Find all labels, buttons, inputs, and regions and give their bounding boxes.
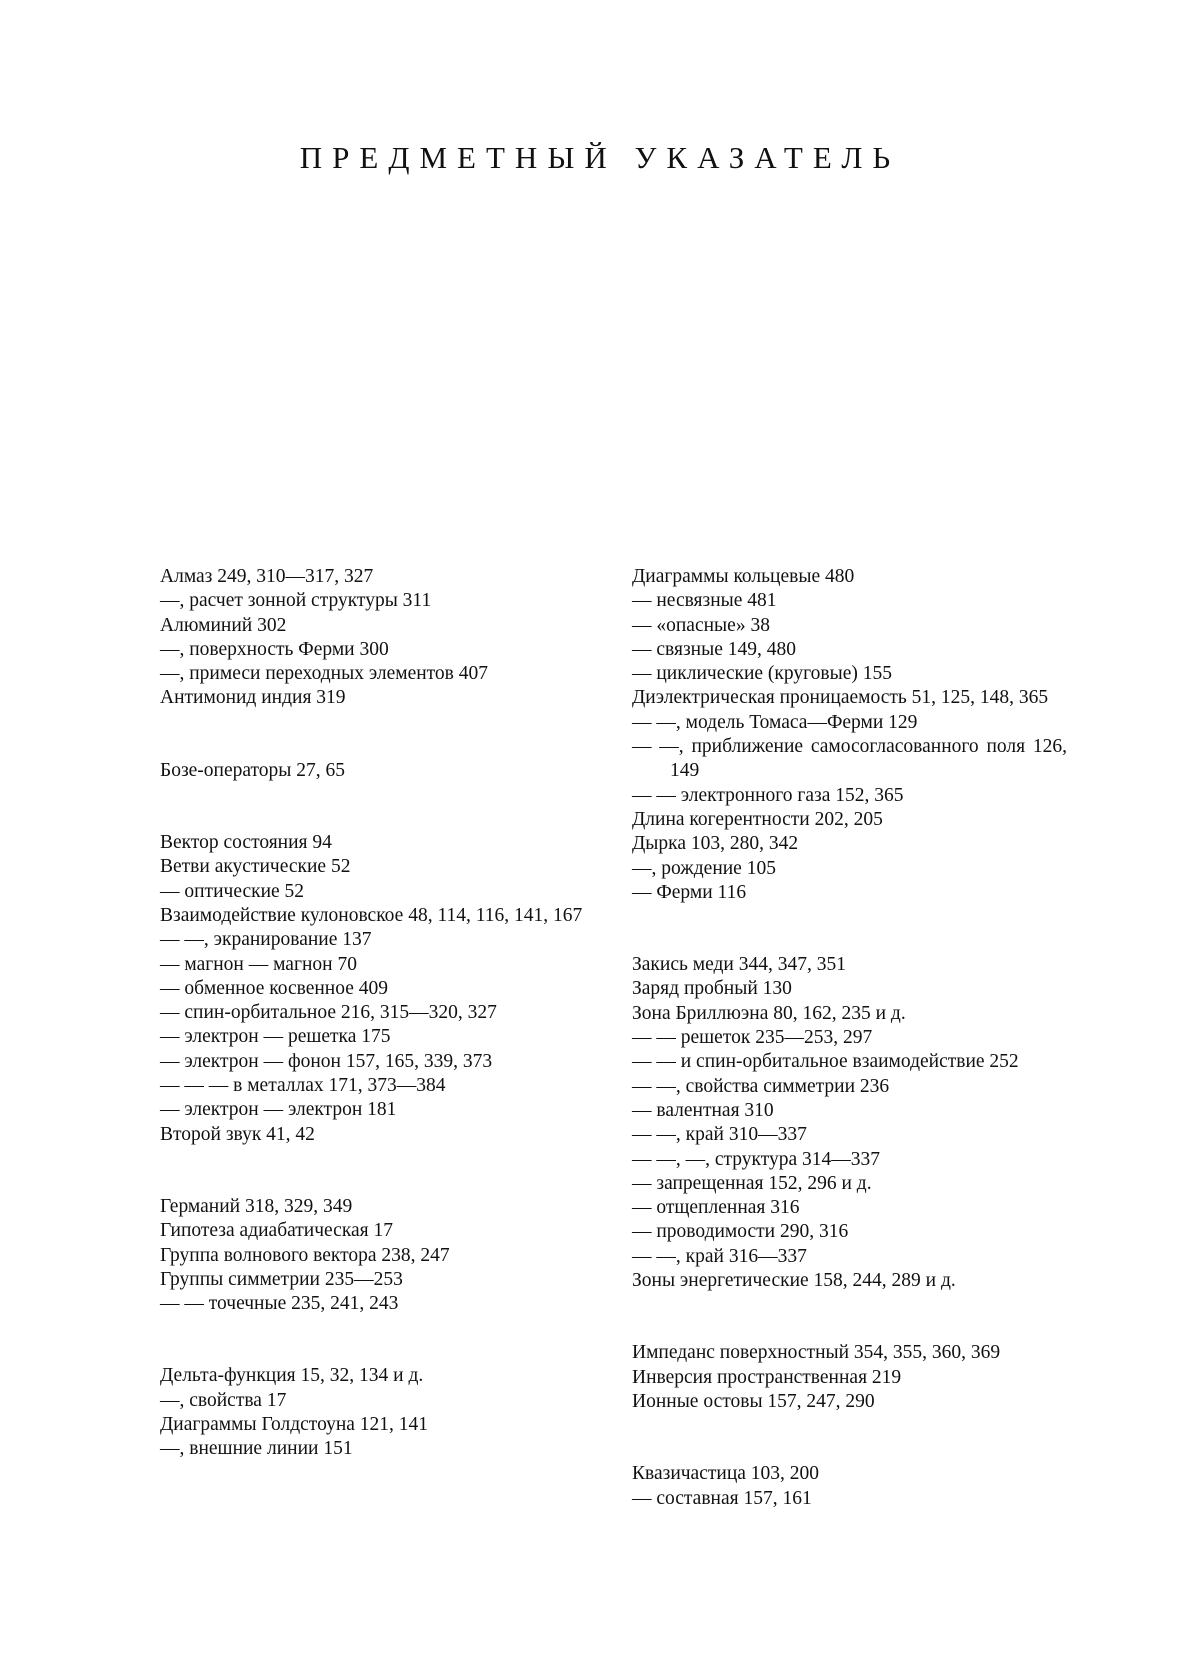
index-entry: — отщепленная 316 (632, 1197, 800, 1219)
index-entry: — валентная 310 (632, 1099, 774, 1121)
index-entry: Алюминий 302 (160, 614, 287, 636)
index-entry: Алмаз 249, 310—317, 327 (160, 566, 374, 587)
index-entry: — — и спин-орбитальное взаимодействие 252 (632, 1051, 1019, 1073)
index-entry: — —, —, структура 314—337 (632, 1148, 881, 1170)
index-entry: — электрон — решетка 175 (160, 1026, 391, 1048)
index-entry: — —, модель Томаса—Ферми 129 (632, 711, 918, 733)
index-entry: Группа волнового вектора 238, 247 (160, 1244, 450, 1266)
index-entry: Заряд пробный 130 (632, 978, 792, 1000)
index-entry: Гипотеза адиабатическая 17 (160, 1220, 394, 1242)
index-column-right (632, 565, 1067, 1511)
index-entry: — —, приближение самосогласованного поля 126, 149 (632, 736, 1067, 782)
index-entry: — —, экранирование 137 (160, 929, 372, 951)
index-entry: Зоны энергетические 158, 244, 289 и д. (632, 1270, 956, 1292)
index-letter-group (160, 1364, 595, 1461)
index-entry: — обменное косвенное 409 (160, 977, 389, 999)
index-entry: Ветви акустические 52 (160, 856, 351, 878)
index-entry: —, свойства 17 (160, 1389, 287, 1411)
group-spacer (160, 1316, 595, 1364)
index-letter-group (160, 759, 595, 783)
index-entry: — — — в металлах 171, 373—384 (160, 1075, 446, 1097)
index-entry: — «опасные» 38 (632, 614, 770, 636)
index-entry: Инверсия пространственная 219 (632, 1366, 902, 1388)
index-entry: — — решеток 235—253, 297 (632, 1027, 873, 1049)
index-entry: — оптические 52 (160, 880, 305, 902)
page-title: ПРЕДМЕТНЫЙ УКАЗАТЕЛЬ (299, 140, 901, 175)
index-entry: Вектор состояния 94 (160, 832, 332, 854)
index-letter-group (632, 1462, 1067, 1511)
index-entry: — Ферми 116 (632, 881, 747, 903)
index-entry: Дельта-функция 15, 32, 134 и д. (160, 1365, 424, 1387)
group-spacer (160, 711, 595, 759)
index-entry: —, рождение 105 (632, 857, 776, 879)
index-entry: Импеданс поверхностный 354, 355, 360, 369 (632, 1342, 1001, 1364)
index-entry: — связные 149, 480 (632, 638, 796, 660)
index-entry: — —, край 316—337 (632, 1245, 807, 1267)
index-entry: — магнон — магнон 70 (160, 953, 357, 975)
index-entry: — — точечные 235, 241, 243 (160, 1293, 399, 1315)
index-entry: — электрон — электрон 181 (160, 1099, 397, 1121)
index-column-left (160, 565, 595, 1462)
index-entry: —, расчет зонной структуры 311 (160, 590, 432, 612)
group-spacer (160, 783, 595, 831)
group-spacer (632, 1293, 1067, 1341)
index-letter-group (632, 953, 1067, 1293)
group-spacer (632, 905, 1067, 953)
index-entry: Ионные остовы 157, 247, 290 (632, 1390, 875, 1412)
index-entry: — проводимости 290, 316 (632, 1221, 849, 1243)
index-entry: Диэлектрическая проницаемость 51, 125, 148, 365 (632, 687, 1049, 709)
index-entry: Взаимодействие кулоновское 48, 114, 116, 141, 167 (160, 904, 583, 926)
index-entry: Квазичастица 103, 200 (632, 1463, 820, 1485)
index-entry: — —, свойства симметрии 236 (632, 1075, 890, 1097)
index-entry: — спин-орбитальное 216, 315—320, 327 (160, 1002, 497, 1024)
index-entry: Дырка 103, 280, 342 (632, 833, 799, 855)
index-entry: — циклические (круговые) 155 (632, 663, 892, 685)
index-entry: —, примеси переходных элементов 407 (160, 663, 489, 685)
index-entry: —, поверхность Ферми 300 (160, 638, 389, 660)
index-letter-group (160, 831, 595, 1147)
index-entry: Диаграммы кольцевые 480 (632, 566, 855, 587)
group-spacer (632, 1414, 1067, 1462)
index-entry: Бозе-операторы 27, 65 (160, 759, 346, 781)
index-entry: Диаграммы Голдстоуна 121, 141 (160, 1414, 429, 1436)
index-entry: — несвязные 481 (632, 590, 777, 612)
index-entry: — — электронного газа 152, 365 (632, 784, 904, 806)
index-entry: — составная 157, 161 (632, 1487, 812, 1509)
index-entry: Группы симметрии 235—253 (160, 1268, 403, 1290)
index-entry: Длина когерентности 202, 205 (632, 808, 883, 830)
index-entry: Антимонид индия 319 (160, 687, 346, 709)
index-entry: — электрон — фонон 157, 165, 339, 373 (160, 1050, 493, 1072)
index-entry: —, внешние линии 151 (160, 1438, 353, 1460)
index-entry: — запрещенная 152, 296 и д. (632, 1172, 872, 1194)
index-entry: Зона Бриллюэна 80, 162, 235 и д. (632, 1002, 906, 1024)
index-entry: Второй звук 41, 42 (160, 1123, 315, 1145)
index-letter-group (160, 1195, 595, 1316)
index-letter-group (632, 1341, 1067, 1414)
index-entry: Закись меди 344, 347, 351 (632, 954, 846, 976)
index-entry: — —, край 310—337 (632, 1124, 807, 1146)
index-letter-group (160, 565, 595, 711)
index-letter-group (632, 565, 1067, 905)
group-spacer (160, 1147, 595, 1195)
index-entry: Германий 318, 329, 349 (160, 1195, 353, 1217)
